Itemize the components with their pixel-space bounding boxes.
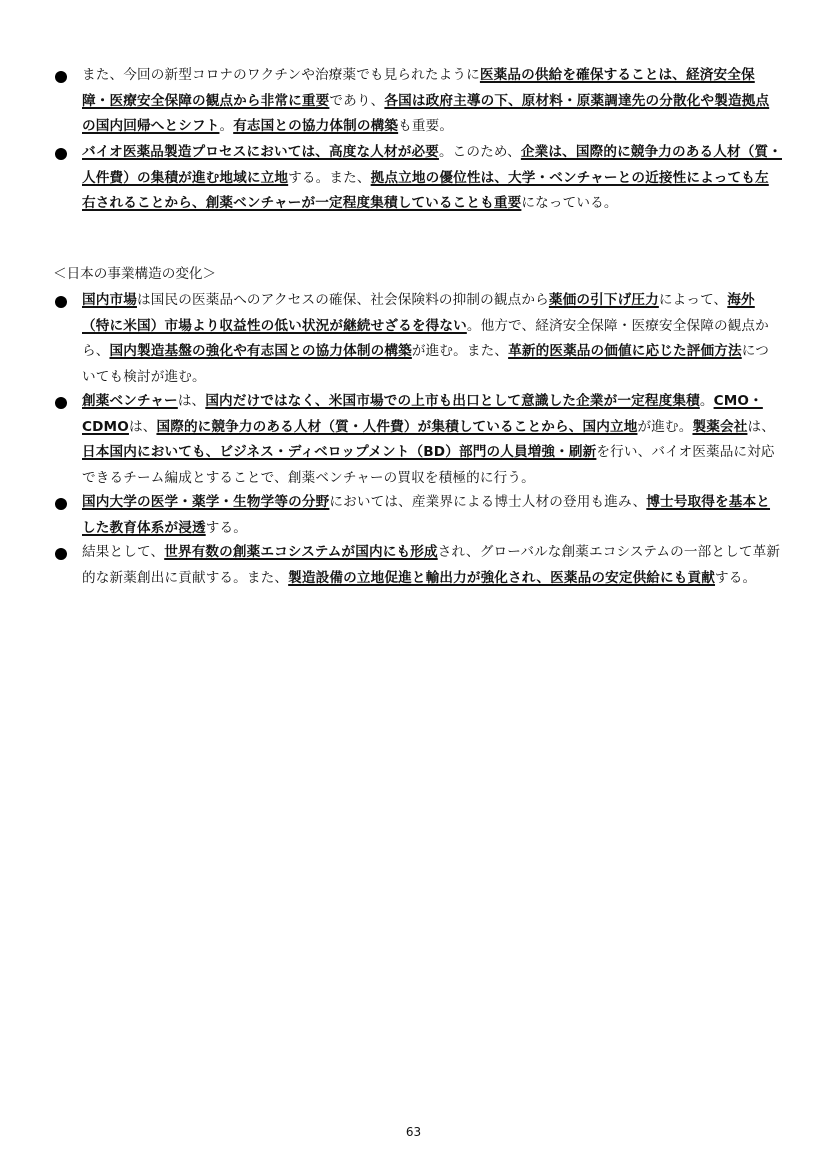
emphasis-text: 製薬会社 [692, 418, 748, 435]
body-text: する。 [715, 569, 757, 586]
emphasis-text: 国内だけではなく、米国市場での上市も出口として意識した企業が一定程度集積 [205, 393, 700, 409]
emphasis-text: 国際的に競争力のある人材（質・人件費）が集積していることから、国内立地 [156, 418, 638, 435]
emphasis-text: 各国は政府主導の下、原材料・原薬調達先の分散化や製造拠点の国内回帰へとシフト [82, 92, 770, 134]
body-text: についても検討が進む。 [82, 343, 769, 385]
bullet-dot-icon [55, 71, 67, 83]
bullet-dot-icon [55, 148, 67, 160]
bullet-text [82, 490, 782, 541]
emphasis-text: 日本国内においても、ビジネス・ディベロップメント（BD）部門の人員増強・刷新 [82, 444, 597, 460]
emphasis-text: 企業は、国際的に競争力のある人材（質・人件費）の集積が進む地域に立地 [82, 144, 782, 186]
emphasis-text: 薬価の引下げ圧力 [548, 292, 659, 308]
body-text: 。このため、 [438, 144, 521, 160]
page-number: 63 [405, 1125, 422, 1139]
body-text: 。他方で、経済安全保障・医療安全保障の観点から、 [82, 317, 769, 359]
emphasis-text: 創薬ベンチャー [82, 393, 178, 409]
bullet-dot-icon [55, 498, 67, 510]
bullet-dot-icon [55, 548, 67, 560]
body-text: 。 [699, 393, 714, 409]
body-text: は、 [747, 418, 775, 435]
body-text: 。 [219, 118, 234, 134]
bullet-dot-icon [55, 296, 67, 308]
body-text: は、 [128, 418, 157, 435]
emphasis-text: 医薬品の供給を確保することは、経済安全保障・医療安全保障の観点から非常に重要 [82, 67, 755, 109]
body-text: 結果として、 [82, 544, 165, 560]
emphasis-text: 国内製造基盤の強化や有志国との協力体制の構築 [109, 343, 412, 359]
bullet-dot-icon [55, 397, 67, 409]
emphasis-text: 国内市場 [82, 292, 137, 308]
body-text: は、 [177, 393, 206, 409]
emphasis-text: 国内大学の医学・薬学・生物学等の分野 [82, 494, 330, 510]
body-text: を行い、バイオ医薬品に対応できるチーム編成とすることで、創薬ベンチャーの買収を積極的に行う。 [82, 444, 775, 486]
bullet-text [82, 63, 782, 140]
emphasis-text: バイオ医薬品製造プロセスにおいては、高度な人材が必要 [82, 144, 439, 160]
emphasis-text: CMO・CDMO [82, 393, 763, 435]
emphasis-text: 拠点立地の優位性は、大学・ベンチャーとの近接性によっても左右されることから、創薬ベンチャーが一定程度集積していることも重要 [82, 169, 769, 211]
body-text: され、グローバルな創薬エコシステムの一部として革新的な新薬創出に貢献する。また、 [82, 544, 781, 586]
emphasis-text: 革新的医薬品の価値に応じた評価方法 [508, 343, 742, 359]
body-text: また、今回の新型コロナのワクチンや治療薬でも見られたように [82, 67, 480, 83]
section-heading: ＜日本の事業構造の変化＞ [53, 266, 217, 282]
body-text: によって、 [658, 292, 728, 308]
body-text: する。また、 [288, 169, 371, 186]
emphasis-text: 海外（特に米国）市場より収益性の低い状況が継続せざるを得ない [82, 292, 755, 334]
emphasis-text: 博士号取得を基本とした教育体系が浸透 [82, 494, 771, 536]
body-text: が進む。 [637, 418, 693, 435]
bullet-text [82, 140, 782, 217]
bullet-text [82, 540, 782, 591]
body-text: であり、 [329, 92, 385, 109]
body-text: は国民の医薬品へのアクセスの確保、社会保険料の抑制の観点から [136, 292, 549, 308]
body-text: も重要。 [398, 118, 454, 134]
emphasis-text: 世界有数の創薬エコシステムが国内にも形成 [164, 544, 438, 560]
body-text: においては、産業界による博士人材の登用も進み、 [329, 494, 647, 510]
emphasis-text: 有志国との協力体制の構築 [233, 118, 399, 134]
bullet-text [82, 389, 782, 491]
emphasis-text: 製造設備の立地促進と輸出力が強化され、医薬品の安定供給にも貢献 [288, 569, 716, 586]
body-text: になっている。 [521, 195, 618, 211]
bullet-text [82, 288, 782, 390]
body-text: が進む。また、 [411, 343, 509, 359]
body-text: する。 [205, 519, 247, 536]
